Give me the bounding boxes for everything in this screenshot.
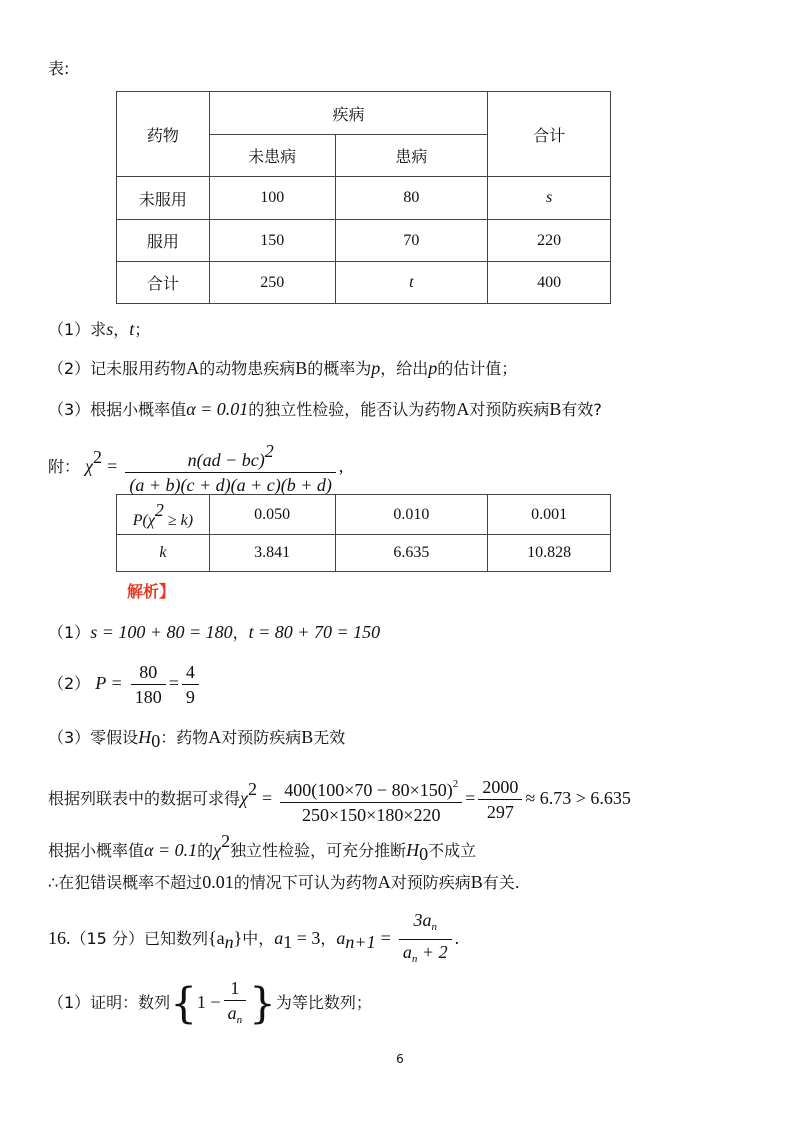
- cell: 0.050: [209, 495, 335, 535]
- table-row: [117, 177, 611, 220]
- answer-1: （1）s = 100 + 80 = 180，t = 80 + 70 = 150: [48, 622, 381, 642]
- cell: 3.841: [209, 535, 335, 572]
- cell: 100: [209, 177, 335, 220]
- cell: 10.828: [488, 535, 611, 572]
- page-number: 6: [396, 1052, 404, 1066]
- cell: 70: [335, 220, 488, 262]
- cell: 250: [209, 262, 335, 304]
- cell: 220: [488, 220, 611, 262]
- chi-square-calculation: 根据列联表中的数据可求得$\chi^2$ = $\frac{400(100\times 70 - 80\times 150)^2}{250\times 150\times 180\times 220}$ = $\frac{2000}{297}$ ≈ 6.73 > 6.635: [48, 762, 631, 827]
- table-intro: 表:: [48, 59, 70, 78]
- cell: 0.010: [335, 495, 488, 535]
- question-16: 16.（15 分）已知数列$\{a_n\}$中，$a_1 = 3$，$a_{n+1}$ = $\frac{3a_n}{a_n + 2}$ .: [48, 908, 459, 971]
- table-row: [117, 262, 611, 304]
- question-3: （3）根据小概率值α = 0.01的独立性检验，能否认为药物A对预防疾病B有效?: [48, 399, 602, 419]
- table-group-header: 疾病: [209, 92, 487, 135]
- cell: 0.001: [488, 495, 611, 535]
- row-label: 未服用: [117, 177, 210, 220]
- fraction: $\frac{1}{a_n}$: [224, 976, 247, 1032]
- fraction: $\frac{4}{9}$: [182, 660, 199, 709]
- critical-value-table: [116, 494, 611, 572]
- fraction: $\frac{2000}{297}$: [478, 775, 522, 824]
- answer-3: （3）零假设$H_0$：药物A对预防疾病B无效: [48, 727, 346, 751]
- table-col-sick: 患病: [335, 135, 488, 177]
- row-label: 服用: [117, 220, 210, 262]
- fraction: $\frac{80}{180}$: [131, 660, 166, 709]
- table-corner: 药物: [117, 92, 210, 177]
- conclusion-1: 根据小概率值α = 0.1的$\chi^2$独立性检验，可充分推断$H_0$不成立: [48, 831, 477, 864]
- cell: 6.635: [335, 535, 488, 572]
- cell: 400: [488, 262, 611, 304]
- table-row: [117, 220, 611, 262]
- table-col-total: 合计: [488, 92, 611, 177]
- solution-label: 解析】: [127, 582, 176, 601]
- right-brace: }: [249, 978, 276, 1028]
- fraction: $\frac{400(100\times 70 - 80\times 150)^2}{250\times 150\times 180\times 220}$: [280, 772, 462, 827]
- row-label-k: k: [117, 535, 210, 572]
- answer-2: （2） P = $\frac{80}{180}$ = $\frac{4}{9}$: [48, 658, 202, 709]
- question-16-part-1: （1）证明：数列{1 − $\frac{1}{a_n}$ }为等比数列；: [48, 975, 372, 1032]
- left-brace: {: [170, 978, 197, 1028]
- conclusion-2: ∴在犯错误概率不超过0.01的情况下可认为药物A对预防疾病B有关.: [48, 872, 520, 892]
- question-1: （1）求s，t；: [48, 319, 151, 339]
- fraction: $\frac{3a_n}{a_n + 2}$: [399, 908, 452, 971]
- table-col-not-sick: 未患病: [209, 135, 335, 177]
- cell: 80: [335, 177, 488, 220]
- row-label-probability: $P(\chi^2 \ge k)$: [117, 495, 210, 535]
- cell: s: [488, 177, 611, 220]
- row-label: 合计: [117, 262, 210, 304]
- contingency-table: [116, 91, 611, 304]
- question-2: （2）记未服用药物A的动物患疾病B的概率为p，给出p的估计值；: [48, 358, 518, 378]
- cell: 150: [209, 220, 335, 262]
- cell: t: [335, 262, 488, 304]
- appendix-formula: 附： $\chi^2$ = $\frac{n(ad - bc)^2}{(a + b)(c + d)(a + c)(b + d)}$ ,: [48, 440, 344, 495]
- chi-square-fraction: $\frac{n(ad - bc)^2}{(a + b)(c + d)(a + c)(b + d)}$: [125, 439, 336, 497]
